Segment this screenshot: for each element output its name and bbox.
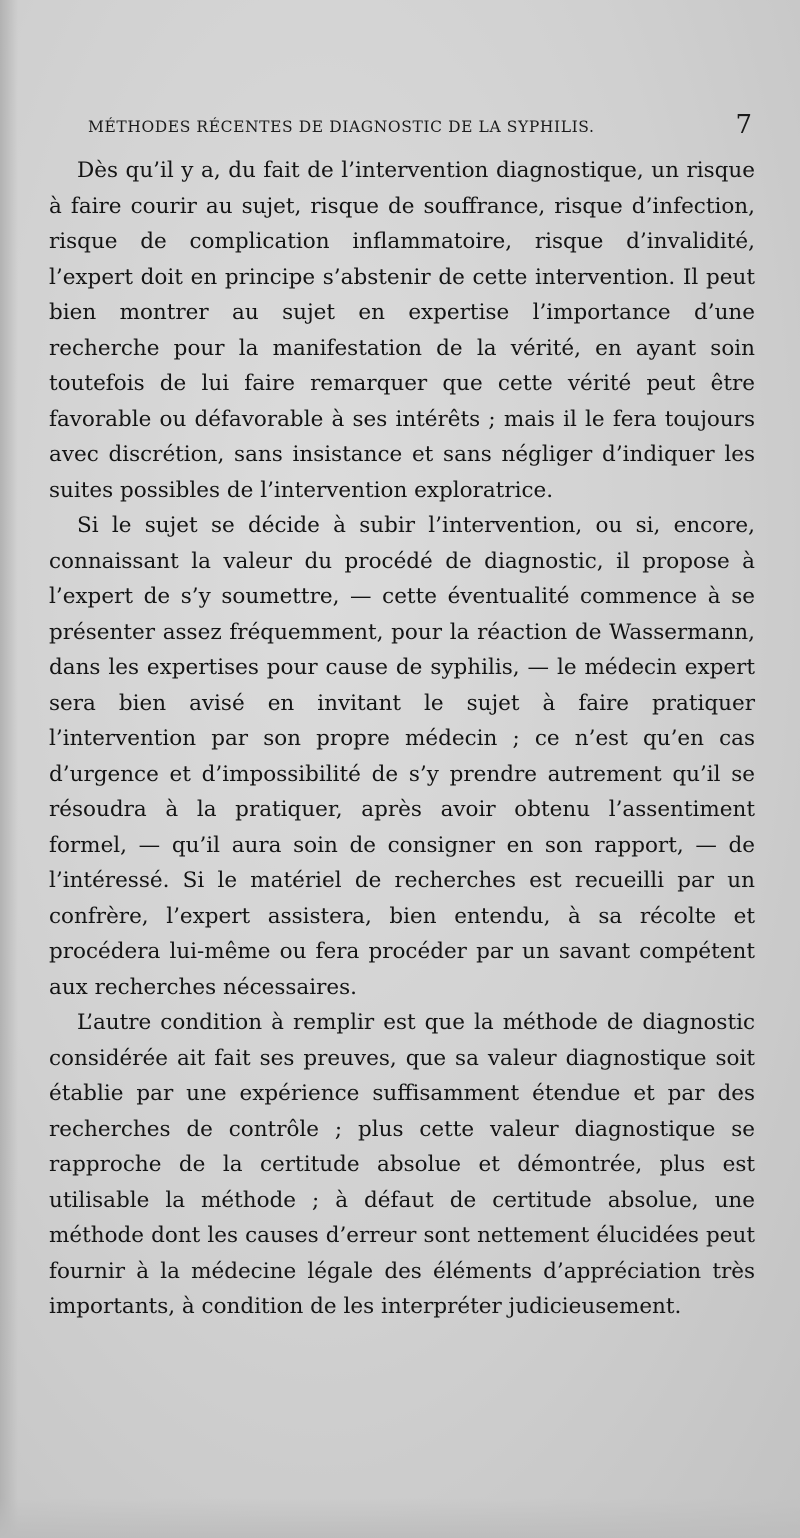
paragraph: Si le sujet se décide à subir l’intervention, ou si, encore, connaissant la valeur du procédé de diagnostic, il propose à l’expert de s’y soumettre, — cette éventualité commence à se présenter assez fréquemment, pour la réaction de Wassermann, dans les expertises pour cause de syphilis, — le médecin expert sera bien avisé en invitant le sujet à faire pratiquer l’intervention par son propre médecin ; ce n’est qu’en cas d’urgence et d’impossibilité de s’y prendre autrement qu’il se résoudra à la pratiquer, après avoir obtenu l’assentiment formel, — qu’il aura soin de consigner en son rapport, — de l’intéressé. Si le matériel de recherches est recueilli par un confrère, l’expert assistera, bien entendu, à sa récolte et procédera lui-même ou fera procéder par un savant compétent aux recherches nécessaires. (49, 513, 755, 1000)
body-text (49, 153, 755, 1325)
page-header (88, 112, 756, 146)
page-shadow-bottom (0, 1498, 800, 1538)
paragraph: L’autre condition à remplir est que la méthode de diagnostic considérée ait fait ses preuves, que sa valeur diagnostique soit établie par une expérience suffisamment étendue et par des recherches de contrôle ; plus cette valeur diagnostique se rapproche de la certitude absolue et démontrée, plus est utilisable la méthode ; à défaut de certitude absolue, une méthode dont les causes d’erreur sont nettement élucidées peut fournir à la médecine légale des éléments d’appréciation très importants, à condition de les interpréter judicieusement. (49, 1010, 755, 1319)
paragraph: Dès qu’il y a, du fait de l’intervention diagnostique, un risque à faire courir au sujet, risque de souffrance, risque d’infection, risque de complication inflammatoire, risque d’invalidité, l’expert doit en principe s’abstenir de cette intervention. Il peut bien montrer au sujet en expertise l’importance d’une recherche pour la manifestation de la vérité, en ayant soin toutefois de lui faire remarquer que cette vérité peut être favorable ou défavorable à ses intérêts ; mais il le fera toujours avec discrétion, sans insistance et sans négliger d’indiquer les suites possibles de l’intervention exploratrice. (49, 158, 755, 503)
running-head: MÉTHODES RÉCENTES DE DIAGNOSTIC DE LA SYPHILIS. (88, 118, 595, 136)
page-number: 7 (735, 110, 752, 140)
page-shadow-left (0, 0, 18, 1538)
